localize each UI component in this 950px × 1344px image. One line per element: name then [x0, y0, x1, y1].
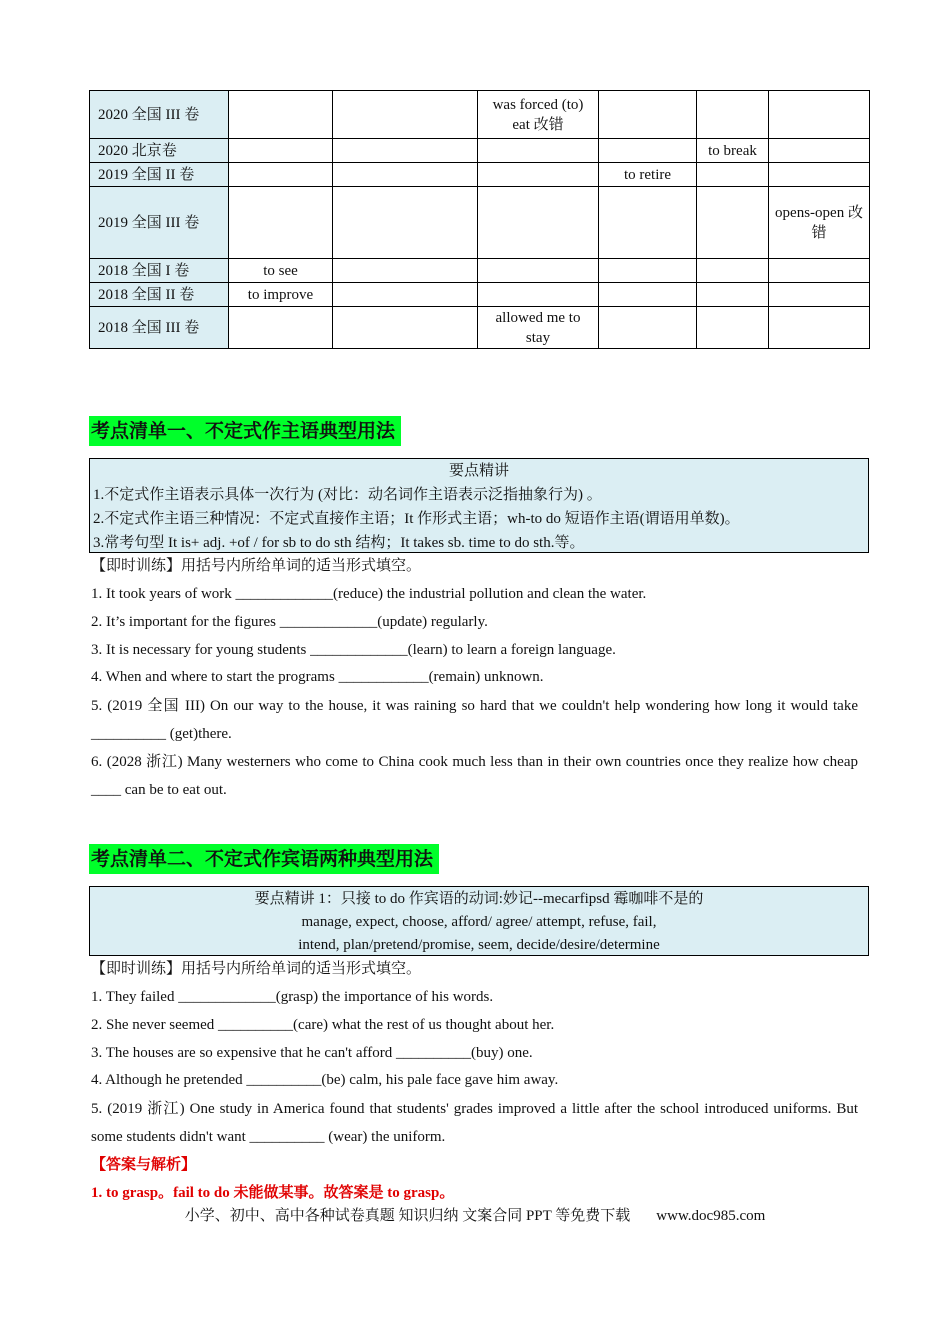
key-point-line: manage, expect, choose, afford/ agree/ attempt, refuse, fail,: [301, 914, 657, 930]
row-label: 2019 全国 II 卷: [90, 163, 229, 187]
answer-title: 【答案与解析】: [91, 1157, 197, 1173]
table-cell: [769, 91, 870, 139]
row-label: 2018 全国 II 卷: [90, 283, 229, 307]
table-cell: [769, 259, 870, 283]
section1-key-points-box: [89, 458, 869, 553]
table-cell: [333, 307, 478, 349]
row-label: 2019 全国 III 卷: [90, 187, 229, 259]
table-cell: [478, 163, 599, 187]
table-cell: [333, 283, 478, 307]
table-cell: to break: [697, 139, 769, 163]
table-cell: [333, 163, 478, 187]
table-cell: to improve: [229, 283, 333, 307]
section1-drill-title: 【即时训练】用括号内所给单词的适当形式填空。: [91, 558, 422, 574]
table-cell: allowed me to stay: [478, 307, 599, 349]
key-point-line: 1.不定式作主语表示具体一次行为 (对比：动名词作主语表示泛指抽象行为) 。: [93, 487, 602, 503]
exam-frequency-table: [89, 90, 870, 349]
table-cell: [769, 163, 870, 187]
table-cell: [697, 91, 769, 139]
table-row: [90, 187, 870, 259]
exercise-item: 6. (2028 浙江) Many westerners who come to China cook much less than in their own countries once they realize how cheap ____ can be to eat out.: [91, 754, 858, 798]
table-cell: opens-open 改错: [769, 187, 870, 259]
table-cell: [697, 187, 769, 259]
section1-heading: 考点清单一、不定式作主语典型用法: [89, 416, 401, 446]
row-label: 2018 全国 I 卷: [90, 259, 229, 283]
answer-line: 1. to grasp。fail to do 未能做某事。故答案是 to grasp。: [91, 1185, 455, 1201]
table-cell: [229, 307, 333, 349]
table-cell: [229, 187, 333, 259]
exercise-item: 5. (2019 浙江) One study in America found that students' grades improved a little after the school introduced uniforms. But some students didn't want __________ (wear) the uniform.: [91, 1101, 858, 1145]
table-cell: [229, 163, 333, 187]
table-cell: [769, 283, 870, 307]
exercise-item: 3. It is necessary for young students _____________(learn) to learn a foreign language.: [91, 642, 616, 658]
table-cell: [697, 307, 769, 349]
table-cell: [697, 259, 769, 283]
table-row: [90, 259, 870, 283]
table-cell: [697, 163, 769, 187]
exercise-item: 1. It took years of work _____________(reduce) the industrial pollution and clean the water.: [91, 586, 647, 602]
table-cell: [599, 259, 697, 283]
table-cell: [229, 139, 333, 163]
section2-drill-title: 【即时训练】用括号内所给单词的适当形式填空。: [91, 961, 422, 977]
exercise-item: 2. She never seemed __________(care) what the rest of us thought about her.: [91, 1017, 555, 1033]
key-point-line: 要点精讲 1：只接 to do 作宾语的动词:妙记--mecarfipsd 霉咖啡不是的: [254, 891, 704, 907]
table-cell: [333, 187, 478, 259]
exercise-item: 4. Although he pretended __________(be) calm, his pale face gave him away.: [91, 1072, 559, 1088]
row-label: 2020 北京卷: [90, 139, 229, 163]
footer-text: 小学、初中、高中各种试卷真题 知识归纳 文案合同 PPT 等免费下载: [184, 1208, 631, 1224]
table-cell: [599, 283, 697, 307]
section2-key-points-box: [89, 886, 869, 956]
table-cell: [599, 187, 697, 259]
table-cell: [478, 139, 599, 163]
table-cell: [599, 139, 697, 163]
key-point-line: intend, plan/pretend/promise, seem, decide/desire/determine: [298, 937, 660, 953]
table-cell: [333, 139, 478, 163]
table-cell: to retire: [599, 163, 697, 187]
exercise-item: 3. The houses are so expensive that he can't afford __________(buy) one.: [91, 1045, 533, 1061]
key-point-line: 2.不定式作主语三种情况：不定式直接作主语；It 作形式主语；wh-to do 短语作主语(谓语用单数)。: [93, 511, 740, 527]
exercise-item: 4. When and where to start the programs ____________(remain) unknown.: [91, 669, 544, 685]
table-cell: [229, 91, 333, 139]
exercise-item: 1. They failed _____________(grasp) the importance of his words.: [91, 989, 494, 1005]
row-label: 2018 全国 III 卷: [90, 307, 229, 349]
row-label: 2020 全国 III 卷: [90, 91, 229, 139]
key-points-title: 要点精讲: [448, 463, 509, 479]
page-footer: [0, 1205, 950, 1227]
table-cell: was forced (to) eat 改错: [478, 91, 599, 139]
table-cell: [769, 307, 870, 349]
table-cell: [333, 259, 478, 283]
table-row: [90, 307, 870, 349]
table-cell: [599, 91, 697, 139]
table-cell: [599, 307, 697, 349]
key-point-line: 3.常考句型 It is+ adj. +of / for sb to do sth 结构；It takes sb. time to do sth.等。: [93, 535, 585, 551]
table-row: [90, 163, 870, 187]
exercise-item: 5. (2019 全国 III) On our way to the house, it was raining so hard that we couldn't help wondering how long it would take __________ (get)there.: [91, 698, 858, 742]
table-cell: [769, 139, 870, 163]
section2-heading: 考点清单二、不定式作宾语两种典型用法: [89, 844, 439, 874]
footer-url[interactable]: www.doc985.com: [656, 1208, 766, 1224]
table-cell: [478, 187, 599, 259]
table-cell: [478, 259, 599, 283]
table-cell: [333, 91, 478, 139]
table-row: [90, 283, 870, 307]
table-cell: to see: [229, 259, 333, 283]
table-row: [90, 91, 870, 139]
table-row: [90, 139, 870, 163]
exercise-item: 2. It’s important for the figures _____________(update) regularly.: [91, 614, 488, 630]
table-cell: [697, 283, 769, 307]
table-cell: [478, 283, 599, 307]
